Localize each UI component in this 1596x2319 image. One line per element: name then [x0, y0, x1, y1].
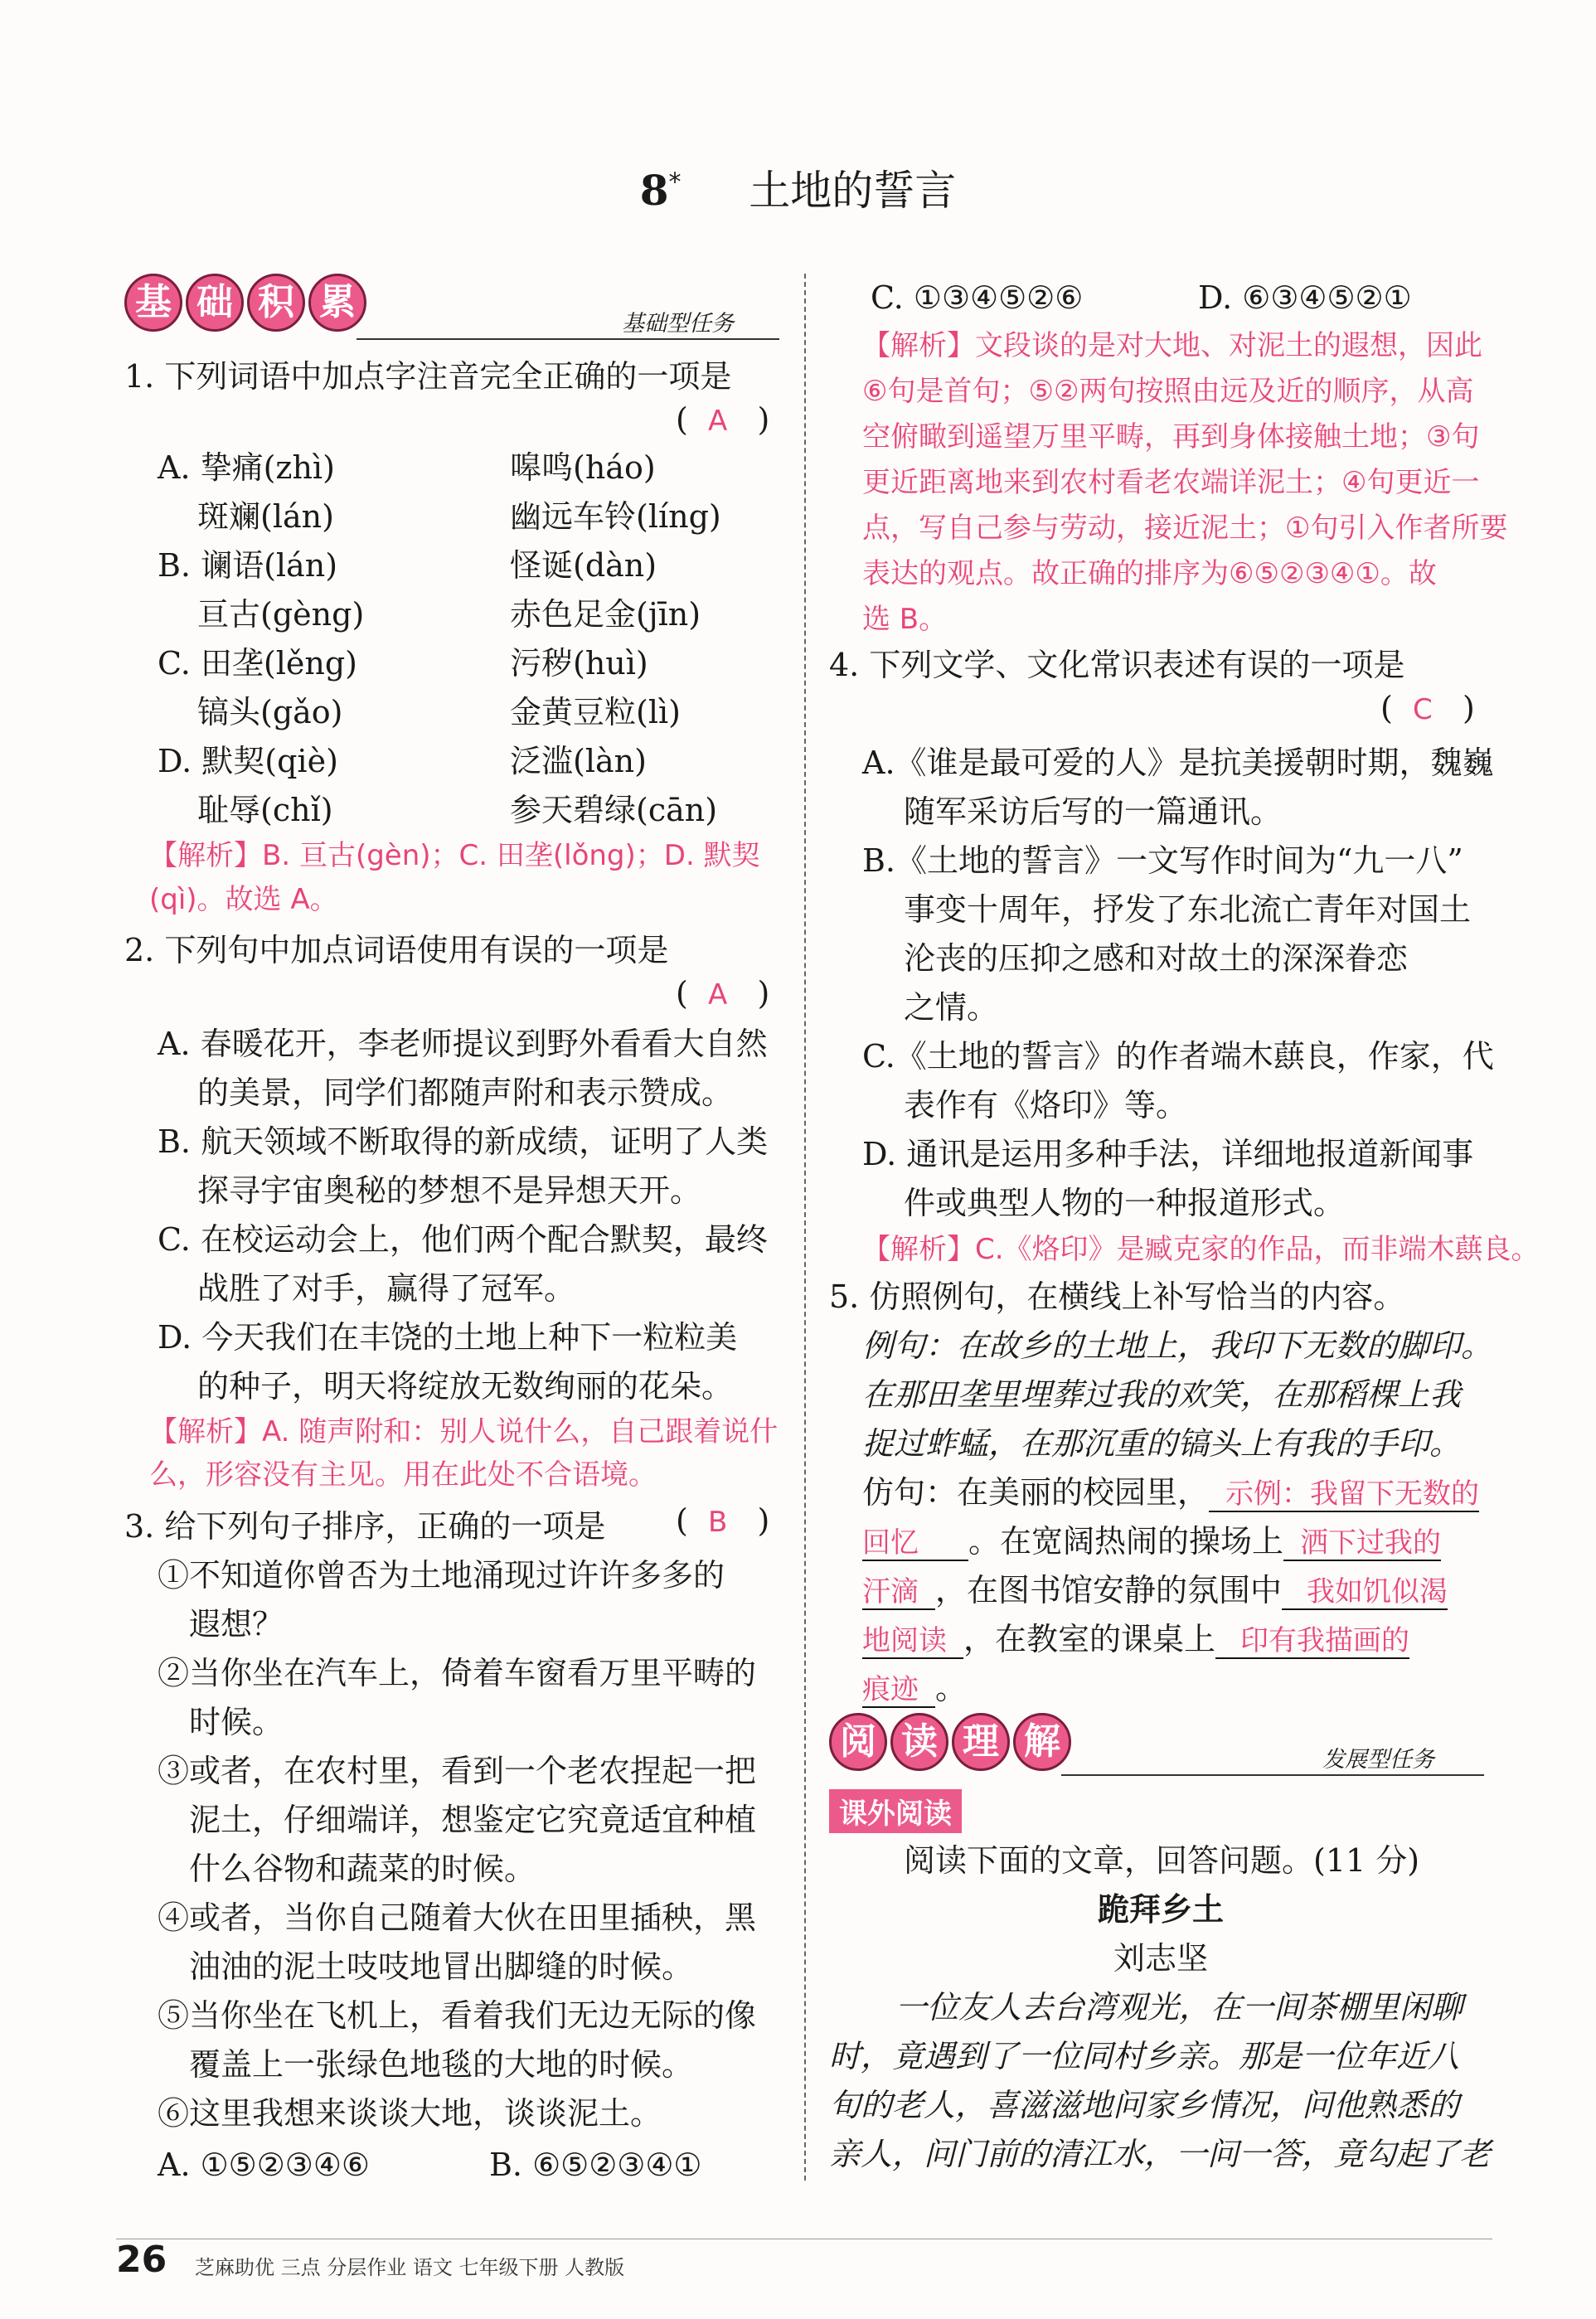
q3-explain: 空俯瞰到遥望万里平畴，再到身体接触土地；③句: [862, 420, 1480, 454]
q3-line: 什么谷物和蔬菜的时候。: [189, 1851, 536, 1887]
column-divider: [804, 274, 806, 2181]
q3-line: ⑤当你坐在飞机上，看着我们无边无际的像: [158, 1997, 757, 2034]
page-number: 26: [116, 2239, 167, 2281]
q1-opt-row: 幽远车铃(líng): [510, 498, 721, 535]
article-line: 时，竟遇到了一位同村乡亲。那是一位年近八: [829, 2038, 1460, 2074]
q5-blank-2[interactable]: 洒下过我的: [1283, 1526, 1441, 1561]
footer-text: 芝麻助优 三点 分层作业 语文 七年级下册 人教版: [195, 2256, 625, 2279]
article-line: 旬的老人，喜滋滋地问家乡情况，问他熟悉的: [829, 2087, 1460, 2123]
article-line: 亲人，问门前的清江水，一问一答，竟勾起了老: [829, 2136, 1492, 2172]
q1-opt-row: C. 田垄(lěng): [158, 645, 357, 682]
q1-opt-row: 泛滥(làn): [510, 743, 647, 779]
lesson-number: 8: [639, 166, 669, 215]
q5-imitate-line: 汗滴 ，在图书馆安静的氛围中 我如饥似渴: [862, 1572, 1448, 1608]
q1-explain: 【解析】B. 亘古(gèn)；C. 田垄(lǒng)；D. 默契: [149, 839, 760, 872]
q3-line: 遐想？: [189, 1606, 284, 1642]
q4-line: C.《土地的誓言》的作者端木蕻良，作家，代: [862, 1038, 1494, 1075]
q3-line: ④或者，当你自己随着大伙在田里插秧，黑: [158, 1899, 757, 1936]
q1-opt-row: 耻辱(chǐ): [197, 792, 333, 828]
q1-explain: (qì)。故选 A。: [149, 883, 338, 916]
q4-line: D. 通讯是运用多种手法，详细地报道新闻事: [862, 1136, 1474, 1172]
q5-blank-3-cont[interactable]: 地阅读: [862, 1624, 963, 1659]
q5-example: 例句：在故乡的土地上，我印下无数的脚印。: [862, 1327, 1493, 1364]
q3-option-b: B. ⑥⑤②③④①: [489, 2147, 702, 2183]
q4-line: B.《土地的誓言》一文写作时间为“九一八”: [862, 842, 1463, 879]
article-author: 刘志坚: [1113, 1940, 1208, 1977]
q1-opt-row: D. 默契(qiè): [158, 743, 338, 779]
q4-answer: C: [1412, 693, 1433, 726]
q1-opt-row: 镐头(gǎo): [197, 694, 343, 730]
article-title: 跪拜乡土: [1097, 1891, 1224, 1928]
q5-imitate-line: 回忆 。在宽阔热闹的操场上 洒下过我的: [862, 1523, 1442, 1560]
q2-line: D. 今天我们在丰饶的土地上种下一粒粒美: [158, 1319, 738, 1356]
q1-opt-row: 斑斓(lán): [197, 498, 334, 535]
q1-opt-row: 金黄豆粒(lì): [510, 694, 681, 730]
q1-opt-row: 参天碧绿(cān): [510, 792, 718, 828]
q3-line: ①不知道你曾否为土地涌现过许许多多的: [158, 1557, 725, 1594]
q3-line: 泥土，仔细端详，想鉴定它究竟适宜种植: [189, 1802, 757, 1838]
article-line: 一位友人去台湾观光，在一间茶棚里闲聊: [895, 1989, 1463, 2025]
q3-line: ②当你坐在汽车上，倚着车窗看万里平畴的: [158, 1655, 757, 1691]
q1-answer-paren: ( A ): [676, 401, 770, 438]
optional-star: *: [668, 167, 682, 197]
q5-blank-4[interactable]: 印有我描画的: [1215, 1624, 1409, 1659]
q3-explain: 表达的观点。故正确的排序为⑥⑤②③④①。故: [862, 557, 1437, 590]
q2-line: 战胜了对手，赢得了冠军。: [197, 1270, 576, 1307]
q3-line: ⑥这里我想来谈谈大地，谈谈泥土。: [158, 2095, 662, 2132]
q1-answer: A: [707, 405, 728, 438]
q5-blank-2-cont[interactable]: 汗滴: [862, 1575, 935, 1610]
q3-option-c: C. ①③④⑤②⑥: [871, 279, 1084, 316]
q5-imitate-line: 痕迹 。: [862, 1670, 968, 1706]
banner-reading: 阅 读 理 解: [829, 1713, 1071, 1776]
q4-line: 随军采访后写的一篇通讯。: [904, 793, 1283, 830]
q5-blank-1-cont[interactable]: 回忆: [862, 1526, 968, 1561]
task-tag-develop: 发展型任务: [1322, 1747, 1434, 1773]
q4-answer-paren: ( C ): [1380, 690, 1475, 726]
q3-line: 时候。: [189, 1704, 284, 1740]
q4-line: 表作有《烙印》等。: [904, 1087, 1188, 1123]
q1-opt-row: 怪诞(dàn): [510, 547, 657, 584]
q2-line: 探寻宇宙奥秘的梦想不是异想天开。: [197, 1172, 702, 1209]
q3-stem: 3. 给下列句子排序，正确的一项是: [124, 1508, 606, 1545]
q3-option-d: D. ⑥③④⑤②①: [1198, 279, 1412, 316]
q3-explain: 点，写自己参与劳动，接近泥土；①句引入作者所要: [862, 512, 1508, 545]
q2-answer-paren: ( A ): [676, 975, 770, 1012]
q3-option-a: A. ①⑤②③④⑥: [158, 2147, 370, 2183]
q4-line: 之情。: [904, 989, 999, 1026]
q1-opt-row: 嗥鸣(háo): [510, 449, 656, 486]
q2-line: 的美景，同学们都随声附和表示赞成。: [197, 1075, 734, 1111]
lesson-title: 土地的誓言: [749, 167, 957, 215]
page-title: [0, 158, 1596, 217]
q1-opt-row: 赤色足金(jīn): [510, 596, 701, 633]
q1-opt-row: 污秽(huì): [510, 645, 648, 682]
q3-explain: 【解析】文段谈的是对大地、对泥土的遐想，因此: [862, 329, 1482, 362]
reading-instruction: 阅读下面的文章，回答问题。(11 分): [904, 1842, 1420, 1879]
task-tag-basic: 基础型任务: [622, 311, 734, 337]
q5-example: 在那田垄里埋葬过我的欢笑，在那稻棵上我: [862, 1376, 1462, 1413]
q4-stem: 4. 下列文学、文化常识表述有误的一项是: [829, 647, 1405, 683]
q1-opt-row: 亘古(gèng): [197, 596, 365, 633]
q5-blank-4-cont[interactable]: 痕迹: [862, 1673, 935, 1708]
q1-opt-row: B. 谰语(lán): [158, 547, 338, 584]
q2-line: A. 春暖花开，李老师提议到野外看看大自然: [158, 1026, 768, 1062]
q3-explain: ⑥句是首句；⑤②两句按照由远及近的顺序，从高: [862, 375, 1474, 408]
banner-basic: 基 础 积 累: [124, 274, 366, 337]
q4-line: 沦丧的压抑之感和对故土的深深眷恋: [904, 940, 1409, 977]
q2-answer: A: [707, 978, 728, 1012]
q1-opt-row: A. 挚痛(zhì): [158, 449, 335, 486]
q3-explain: 选 B。: [862, 603, 948, 636]
q2-line: C. 在校运动会上，他们两个配合默契，最终: [158, 1221, 768, 1258]
q2-explain: 么，形容没有主见。用在此处不合语境。: [149, 1458, 657, 1492]
q3-line: 覆盖上一张绿色地毯的大地的时候。: [189, 2046, 694, 2083]
q3-answer: B: [707, 1506, 728, 1539]
q4-explain: 【解析】C.《烙印》是臧克家的作品，而非端木蕻良。: [862, 1233, 1540, 1266]
q5-stem: 5. 仿照例句，在横线上补写恰当的内容。: [829, 1278, 1405, 1315]
q4-line: A.《谁是最可爱的人》是抗美援朝时期，魏巍: [862, 745, 1494, 781]
q3-line: 油油的泥土吱吱地冒出脚缝的时候。: [189, 1948, 694, 1985]
q5-blank-3[interactable]: 我如饥似渴: [1282, 1575, 1448, 1610]
q3-explain: 更近距离地来到农村看老农端详泥土；④句更近一: [862, 466, 1480, 499]
q3-line: ③或者，在农村里，看到一个老农捏起一把: [158, 1753, 757, 1789]
section-tag: 课外阅读: [829, 1789, 962, 1833]
q2-explain: 【解析】A. 随声附和：别人说什么，自己跟着说什: [149, 1415, 779, 1448]
q4-line: 事变十周年，抒发了东北流亡青年对国土: [904, 891, 1472, 928]
q1-stem: 1. 下列词语中加点字注音完全正确的一项是: [124, 358, 732, 395]
q2-stem: 2. 下列句中加点词语使用有误的一项是: [124, 932, 669, 968]
q5-example: 捉过蚱蜢，在那沉重的镐头上有我的手印。: [862, 1425, 1462, 1462]
q2-line: B. 航天领域不断取得的新成绩，证明了人类: [158, 1123, 769, 1160]
q2-line: 的种子，明天将绽放无数绚丽的花朵。: [197, 1368, 734, 1404]
q4-line: 件或典型人物的一种报道形式。: [904, 1185, 1346, 1221]
banner-underline: [1061, 1774, 1484, 1776]
q5-imitate-line: 地阅读 ，在教室的课桌上 印有我描画的: [862, 1621, 1410, 1657]
banner-underline: [357, 338, 779, 340]
q5-blank-1[interactable]: 示例：我留下无数的: [1209, 1477, 1479, 1512]
q3-answer-paren: ( B ): [676, 1502, 770, 1539]
q5-imitate-line: 仿句：在美丽的校园里， 示例：我留下无数的: [862, 1474, 1480, 1511]
